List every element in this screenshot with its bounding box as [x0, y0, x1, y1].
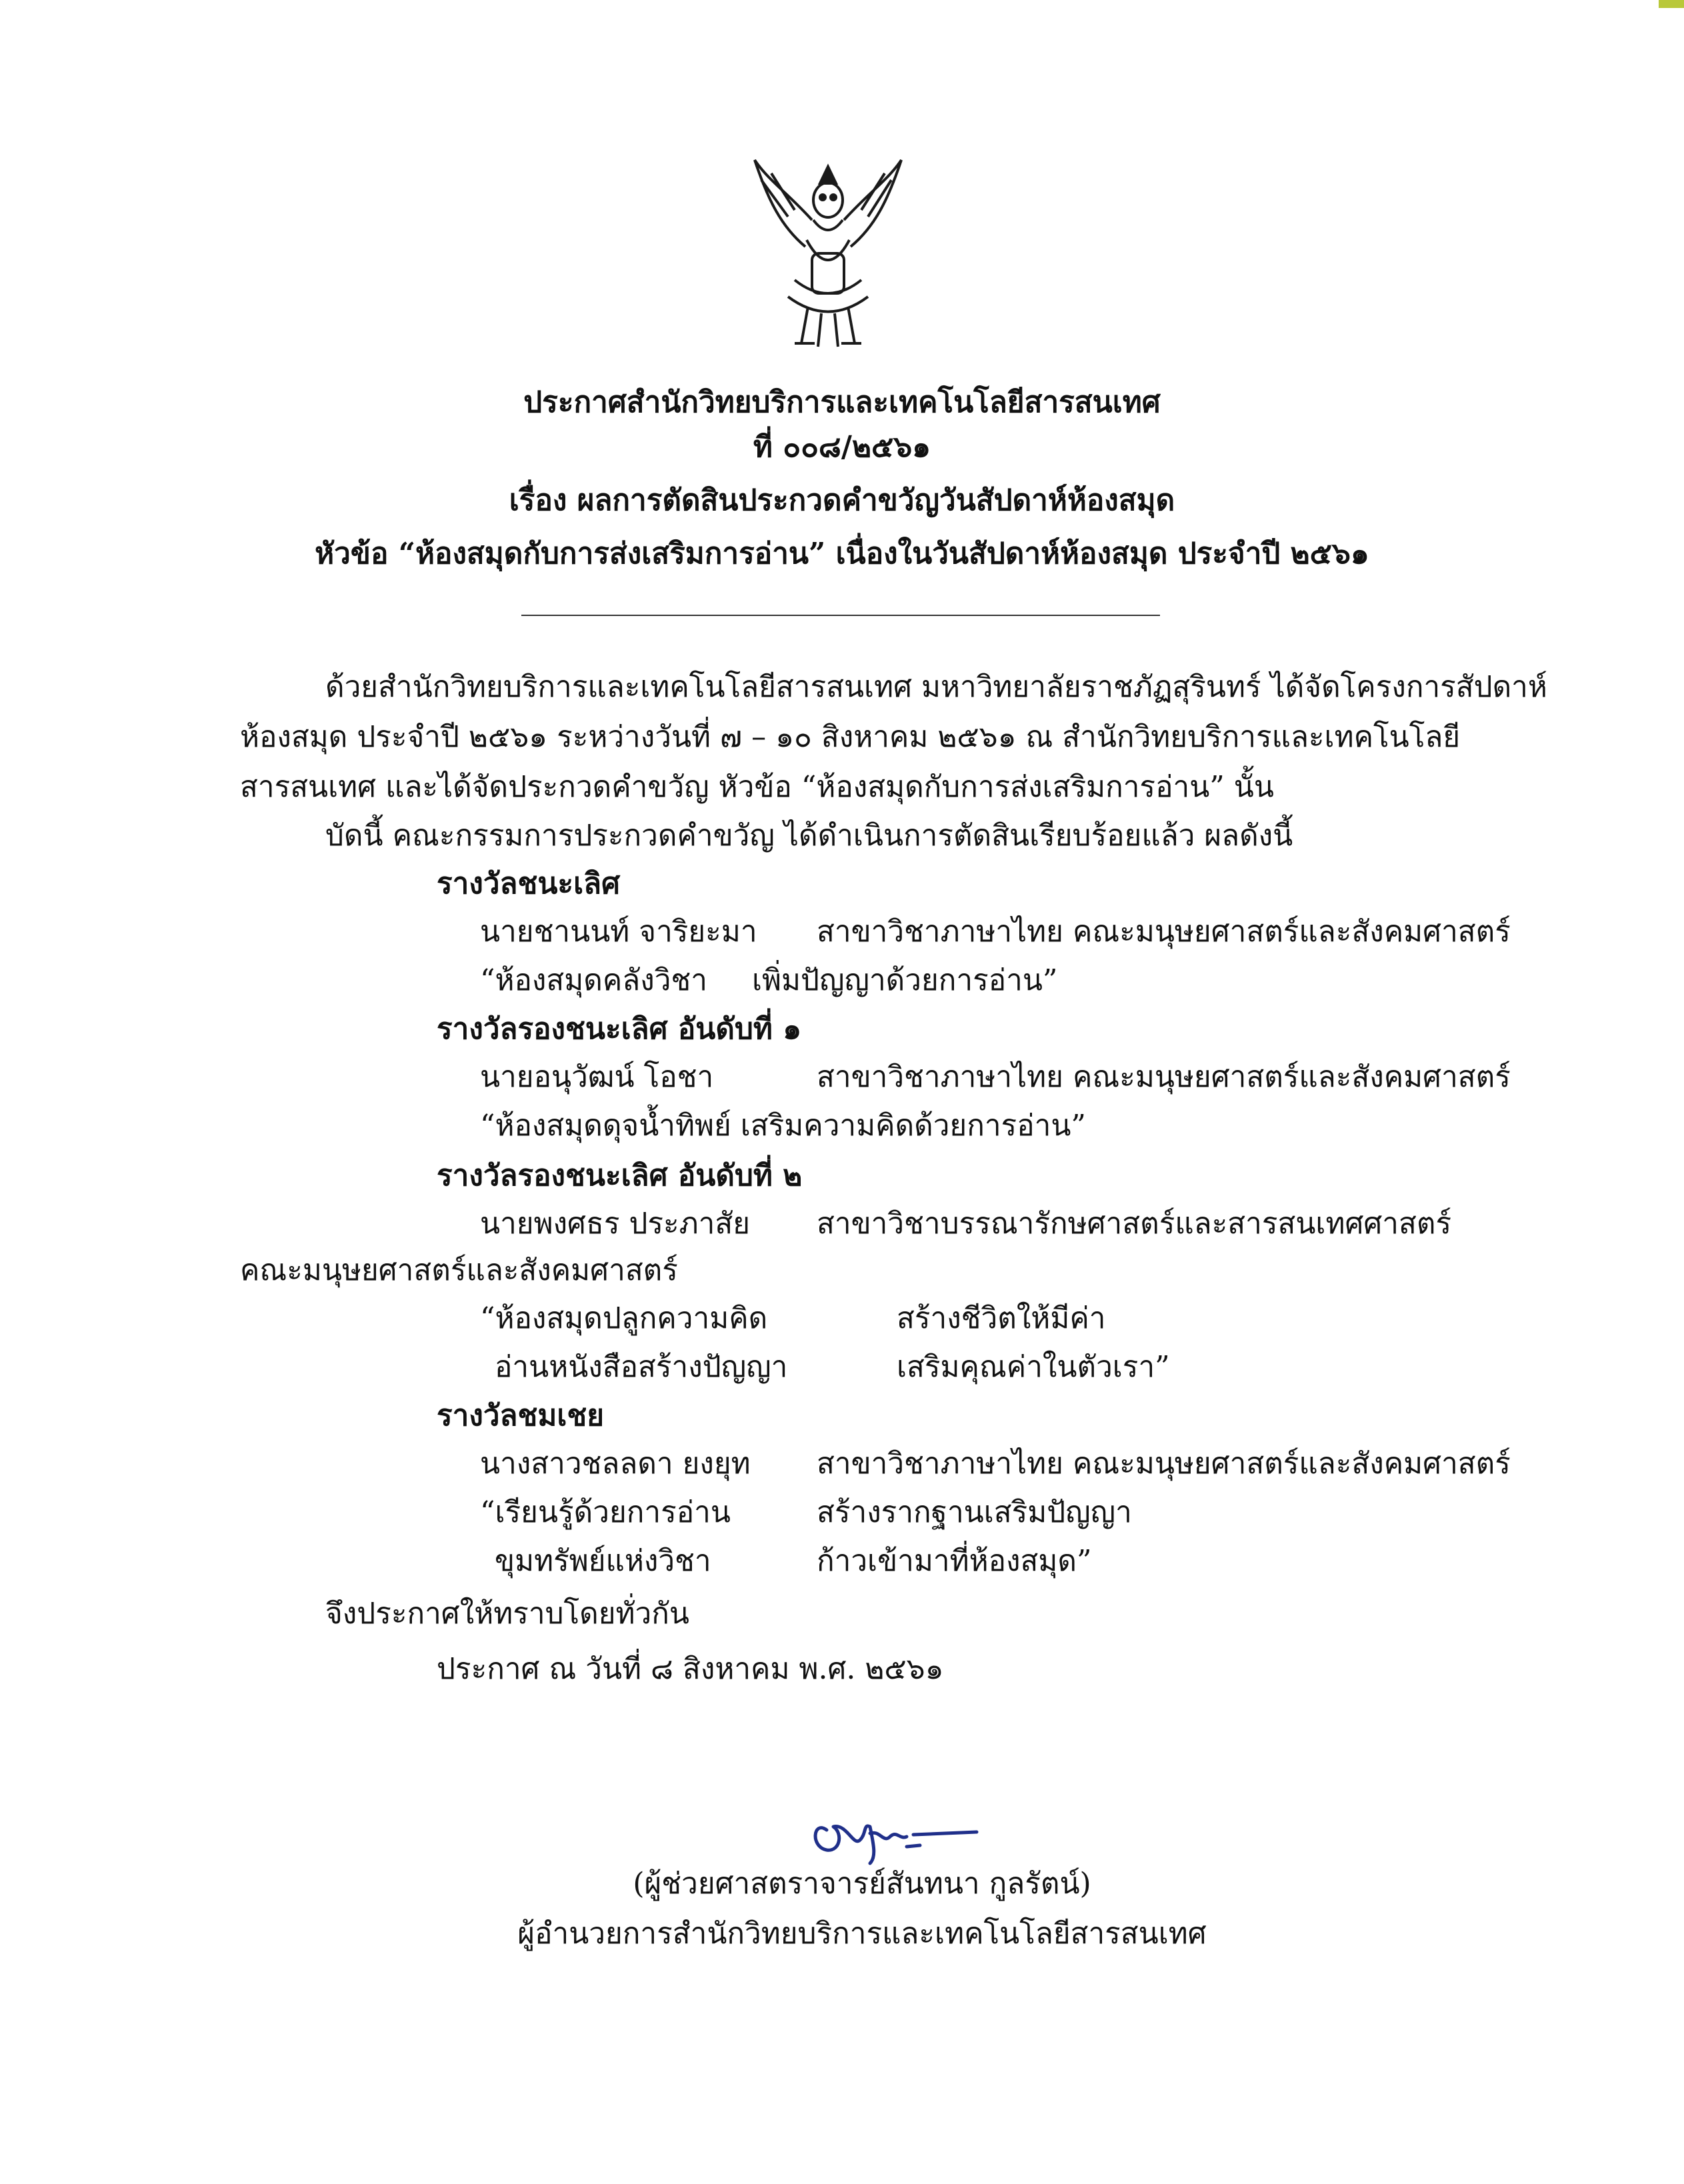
intro-line-3: สารสนเทศ และได้จัดประกวดคำขวัญ หัวข้อ “ห้องสมุดกับการส่งเสริมการอ่าน” นั้น: [240, 770, 1274, 804]
announcement-subject: เรื่อง ผลการตัดสินประกวดคำขวัญวันสัปดาห์ห้องสมุด: [509, 483, 1175, 517]
runner-up-2-department: สาขาวิชาบรรณารักษศาสตร์และสารสนเทศศาสตร์: [817, 1207, 1452, 1241]
honorable-name: นางสาวชลลดา ยงยุท: [480, 1447, 751, 1481]
honorable-slogan-line-1a: “เรียนรู้ด้วยการอ่าน: [480, 1495, 731, 1529]
runner-up-1-department: สาขาวิชาภาษาไทย คณะมนุษยศาสตร์และสังคมศาสตร์: [817, 1060, 1511, 1094]
winner-name: นายชานนท์ จาริยะมา: [480, 915, 757, 949]
runner-up-1-slogan: “ห้องสมุดดุจน้ำทิพย์ เสริมความคิดด้วยการอ่าน”: [480, 1109, 1086, 1143]
honorable-slogan-line-2b: ก้าวเข้ามาที่ห้องสมุด”: [817, 1544, 1092, 1578]
runner-up-2-slogan-line-1b: สร้างชีวิตให้มีค่า: [897, 1301, 1106, 1335]
winner-slogan-part-1: “ห้องสมุดคลังวิชา: [480, 963, 707, 997]
runner-up-2-faculty: คณะมนุษยศาสตร์และสังคมศาสตร์: [240, 1253, 678, 1287]
award-heading-runner-up-1: รางวัลรองชนะเลิศ อันดับที่ ๑: [437, 1012, 802, 1046]
closing-announcement: จึงประกาศให้ทราบโดยทั่วกัน: [325, 1597, 689, 1631]
signatory-position: ผู้อำนวยการสำนักวิทยบริการและเทคโนโลยีสารสนเทศ: [517, 1917, 1207, 1951]
honorable-slogan-line-2a: ขุมทรัพย์แห่งวิชา: [495, 1544, 711, 1578]
winner-slogan-part-2: เพิ่มปัญญาด้วยการอ่าน”: [752, 963, 1058, 997]
runner-up-2-slogan-line-2a: อ่านหนังสือสร้างปัญญา: [495, 1350, 788, 1384]
winner-department: สาขาวิชาภาษาไทย คณะมนุษยศาสตร์และสังคมศาสตร์: [817, 915, 1511, 949]
honorable-slogan-line-1b: สร้างรากฐานเสริมปัญญา: [817, 1495, 1132, 1529]
signatory-name: (ผู้ช่วยศาสตราจารย์สันทนา กูลรัตน์): [633, 1867, 1091, 1901]
award-heading-honorable: รางวัลชมเชย: [437, 1399, 605, 1433]
announcement-date: ประกาศ ณ วันที่ ๘ สิงหาคม พ.ศ. ๒๕๖๑: [437, 1652, 944, 1686]
runner-up-2-slogan-line-2b: เสริมคุณค่าในตัวเรา”: [897, 1350, 1170, 1384]
honorable-department: สาขาวิชาภาษาไทย คณะมนุษยศาสตร์และสังคมศาสตร์: [817, 1447, 1511, 1481]
runner-up-1-name: นายอนุวัฒน์ โอชา: [480, 1060, 714, 1094]
result-intro-line: บัดนี้ คณะกรรมการประกวดคำขวัญ ได้ดำเนินการตัดสินเรียบร้อยแล้ว ผลดังนี้: [325, 819, 1293, 853]
intro-line-2: ห้องสมุด ประจำปี ๒๕๖๑ ระหว่างวันที่ ๗ – ๑๐ สิงหาคม ๒๕๖๑ ณ สำนักวิทยบริการและเทคโนโลยี: [240, 720, 1461, 754]
header-divider: [521, 615, 1160, 616]
handwritten-signature: [807, 1807, 987, 1867]
runner-up-2-slogan-line-1a: “ห้องสมุดปลูกความคิด: [480, 1301, 768, 1335]
award-heading-runner-up-2: รางวัลรองชนะเลิศ อันดับที่ ๒: [437, 1159, 803, 1193]
garuda-emblem-icon: [748, 153, 908, 353]
runner-up-2-name: นายพงศธร ประภาสัย: [480, 1207, 751, 1241]
announcement-title: ประกาศสำนักวิทยบริการและเทคโนโลยีสารสนเทศ: [523, 385, 1161, 419]
corner-scan-mark: [1659, 0, 1684, 8]
intro-line-1: ด้วยสำนักวิทยบริการและเทคโนโลยีสารสนเทศ มหาวิทยาลัยราชภัฏสุรินทร์ ได้จัดโครงการสัปดาห์: [325, 670, 1547, 704]
announcement-number: ที่ ๐๐๘/๒๕๖๑: [753, 430, 931, 464]
award-heading-winner: รางวัลชนะเลิศ: [437, 867, 620, 901]
announcement-topic: หัวข้อ “ห้องสมุดกับการส่งเสริมการอ่าน” เนื่องในวันสัปดาห์ห้องสมุด ประจำปี ๒๕๖๑: [315, 537, 1369, 571]
